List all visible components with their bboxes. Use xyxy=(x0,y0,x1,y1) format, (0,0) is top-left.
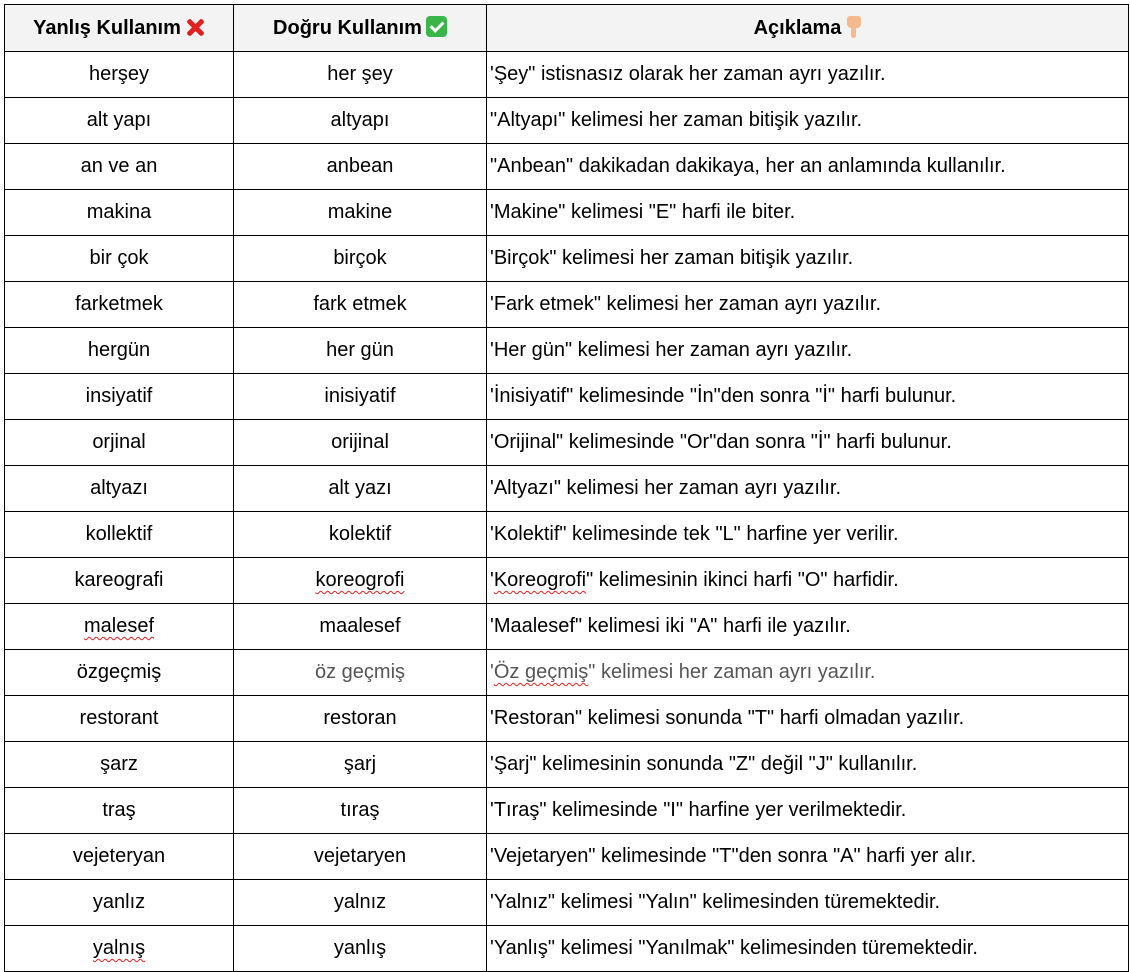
pointing-down-hand-icon xyxy=(847,16,861,38)
misspelling-marked-word: yalnış xyxy=(92,937,146,959)
correct-cell: alt yazı xyxy=(234,466,487,512)
header-wrong-label: Yanlış Kullanım xyxy=(33,16,181,39)
wrong-cell: yanlız xyxy=(5,880,234,926)
wrong-cell xyxy=(5,926,234,972)
table-row xyxy=(5,558,1129,604)
wrong-cell: traş xyxy=(5,788,234,834)
table-row xyxy=(5,374,1129,420)
explanation-cell xyxy=(487,650,1129,696)
red-cross-icon xyxy=(185,17,205,37)
wrong-cell: insiyatif xyxy=(5,374,234,420)
table-row xyxy=(5,788,1129,834)
table-row xyxy=(5,926,1129,972)
misspelling-marked-word: Öz geçmiş xyxy=(493,661,589,683)
explanation-cell: 'Fark etmek" kelimesi her zaman ayrı yazılır. xyxy=(487,282,1129,328)
correct-cell: anbean xyxy=(234,144,487,190)
wrong-cell: alt yapı xyxy=(5,98,234,144)
explanation-cell xyxy=(487,558,1129,604)
table-row xyxy=(5,98,1129,144)
wrong-cell: kollektif xyxy=(5,512,234,558)
table-row xyxy=(5,466,1129,512)
explanation-suffix: " kelimesinin ikinci harfi "O" harfidir. xyxy=(586,569,899,591)
wrong-cell: altyazı xyxy=(5,466,234,512)
table-row xyxy=(5,604,1129,650)
misspelling-marked-word: Koreogrofi xyxy=(493,569,587,591)
table-row xyxy=(5,190,1129,236)
correct-cell: kolektif xyxy=(234,512,487,558)
wrong-cell: vejeteryan xyxy=(5,834,234,880)
explanation-cell: 'Birçok" kelimesi her zaman bitişik yazılır. xyxy=(487,236,1129,282)
wrong-cell: restorant xyxy=(5,696,234,742)
explanation-cell: 'Şey" istisnasız olarak her zaman ayrı yazılır. xyxy=(487,52,1129,98)
wrong-cell: farketmek xyxy=(5,282,234,328)
explanation-cell: "Altyapı" kelimesi her zaman bitişik yazılır. xyxy=(487,98,1129,144)
explanation-cell: 'Tıraş" kelimesinde "I" harfine yer verilmektedir. xyxy=(487,788,1129,834)
explanation-cell: "Anbean" dakikadan dakikaya, her an anlamında kullanılır. xyxy=(487,144,1129,190)
table-row xyxy=(5,834,1129,880)
correct-cell: inisiyatif xyxy=(234,374,487,420)
explanation-cell: 'Vejetaryen" kelimesinde "T"den sonra "A" harfi yer alır. xyxy=(487,834,1129,880)
explanation-cell: 'Yanlış" kelimesi "Yanılmak" kelimesinden türemektedir. xyxy=(487,926,1129,972)
explanation-cell: 'Her gün" kelimesi her zaman ayrı yazılır. xyxy=(487,328,1129,374)
correct-cell: makine xyxy=(234,190,487,236)
wrong-cell: orjinal xyxy=(5,420,234,466)
table-row xyxy=(5,696,1129,742)
correct-cell: altyapı xyxy=(234,98,487,144)
correct-cell: her gün xyxy=(234,328,487,374)
explanation-cell: 'Yalnız" kelimesi "Yalın" kelimesinden türemektedir. xyxy=(487,880,1129,926)
table-row xyxy=(5,144,1129,190)
table-row xyxy=(5,52,1129,98)
correct-cell: şarj xyxy=(234,742,487,788)
correct-cell: maalesef xyxy=(234,604,487,650)
explanation-cell: 'Kolektif" kelimesinde tek "L" harfine yer verilir. xyxy=(487,512,1129,558)
wrong-cell: herşey xyxy=(5,52,234,98)
header-explanation-label: Açıklama xyxy=(753,17,842,39)
table-row xyxy=(5,742,1129,788)
table-row xyxy=(5,650,1129,696)
wrong-cell: özgeçmiş xyxy=(5,650,234,696)
explanation-cell: 'Şarj" kelimesinin sonunda "Z" değil "J" kullanılır. xyxy=(487,742,1129,788)
explanation-cell: 'İnisiyatif" kelimesinde "İn"den sonra "İ" harfi bulunur. xyxy=(487,374,1129,420)
wrong-cell: kareografi xyxy=(5,558,234,604)
green-check-icon xyxy=(426,16,447,37)
correct-cell: her şey xyxy=(234,52,487,98)
correct-cell: tıraş xyxy=(234,788,487,834)
correct-cell: yalnız xyxy=(234,880,487,926)
header-wrong-usage xyxy=(5,5,234,52)
explanation-suffix: " kelimesi her zaman ayrı yazılır. xyxy=(588,661,876,683)
table-row xyxy=(5,328,1129,374)
explanation-cell: 'Altyazı" kelimesi her zaman ayrı yazılır. xyxy=(487,466,1129,512)
misspelling-marked-word: koreogrofi xyxy=(315,569,405,591)
wrong-cell xyxy=(5,604,234,650)
correct-cell: yanlış xyxy=(234,926,487,972)
wrong-cell: makina xyxy=(5,190,234,236)
correct-cell xyxy=(234,558,487,604)
correct-cell: fark etmek xyxy=(234,282,487,328)
explanation-prefix: ' xyxy=(490,661,494,683)
explanation-cell: 'Restoran" kelimesi sonunda "T" harfi olmadan yazılır. xyxy=(487,696,1129,742)
correct-cell: orijinal xyxy=(234,420,487,466)
correct-cell: restoran xyxy=(234,696,487,742)
wrong-cell: hergün xyxy=(5,328,234,374)
spelling-table xyxy=(4,4,1129,972)
correct-cell: öz geçmiş xyxy=(234,650,487,696)
table-row xyxy=(5,282,1129,328)
header-correct-usage xyxy=(234,5,487,52)
header-correct-label: Doğru Kullanım xyxy=(273,17,422,39)
table-row xyxy=(5,512,1129,558)
table-row xyxy=(5,420,1129,466)
explanation-cell: 'Makine" kelimesi "E" harfi ile biter. xyxy=(487,190,1129,236)
header-explanation xyxy=(487,5,1129,52)
header-row xyxy=(5,5,1129,52)
wrong-cell: şarz xyxy=(5,742,234,788)
correct-cell: vejetaryen xyxy=(234,834,487,880)
explanation-cell: 'Orijinal" kelimesinde "Or"dan sonra "İ" harfi bulunur. xyxy=(487,420,1129,466)
table-row xyxy=(5,880,1129,926)
wrong-cell: an ve an xyxy=(5,144,234,190)
wrong-cell: bir çok xyxy=(5,236,234,282)
misspelling-marked-word: malesef xyxy=(83,615,155,637)
table-row xyxy=(5,236,1129,282)
correct-cell: birçok xyxy=(234,236,487,282)
explanation-prefix: ' xyxy=(490,569,494,591)
explanation-cell: 'Maalesef" kelimesi iki "A" harfi ile yazılır. xyxy=(487,604,1129,650)
